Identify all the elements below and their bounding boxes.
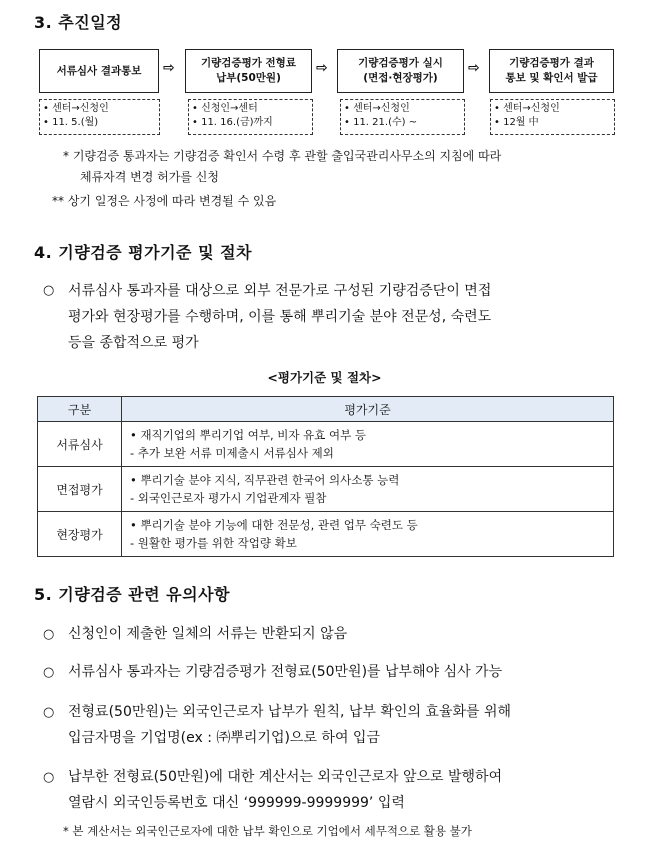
schedule-note-line: • 센터→신청인 <box>494 103 560 114</box>
schedule-step-3-label: 기량검증평가 실시 (면접·현장평가) <box>358 57 443 84</box>
table-row <box>38 467 614 512</box>
criteria-line: • 뿌리기술 분야 기능에 대한 전문성, 관련 업무 숙련도 등 <box>130 518 418 532</box>
arrow-right-icon: ⇨ <box>163 60 175 76</box>
schedule-note-3 <box>340 99 465 135</box>
table-cell-category: 서류심사 <box>38 422 122 467</box>
schedule-note-line: • 11. 5.(월) <box>43 117 99 128</box>
table-cell-criteria <box>122 512 614 557</box>
notice-item: 서류심사 통과자는 기량검증평가 전형료(50만원)를 납부해야 심사 가능 <box>68 664 503 680</box>
arrow-right-icon: ⇨ <box>468 60 480 76</box>
schedule-step-3 <box>337 49 464 93</box>
table-cell-criteria <box>122 422 614 467</box>
arrow-right-icon: ⇨ <box>316 60 328 76</box>
schedule-note-line: • 센터→신청인 <box>344 103 410 114</box>
schedule-note-line: • 11. 16.(금)까지 <box>192 117 273 128</box>
schedule-step-2 <box>185 49 312 93</box>
criteria-line: • 뿌리기술 분야 지식, 직무관련 한국어 의사소통 능력 <box>130 473 400 487</box>
circle-bullet-icon: ○ <box>43 705 55 720</box>
table-cell-criteria <box>122 467 614 512</box>
table-header-criteria: 평가기준 <box>122 397 614 422</box>
schedule-step-1 <box>39 49 159 93</box>
table-caption: <평가기준 및 절차> <box>267 370 382 385</box>
circle-bullet-icon: ○ <box>43 665 55 680</box>
evaluation-table <box>37 396 614 557</box>
section5-title: 5. 기량검증 관련 유의사항 <box>34 585 230 604</box>
criteria-line: • 재직기업의 뿌리기업 여부, 비자 유효 여부 등 <box>130 428 366 442</box>
criteria-subline: - 추가 보완 서류 미제출시 서류심사 제외 <box>130 446 334 460</box>
schedule-note-line: • 12월 中 <box>494 117 539 128</box>
schedule-step-4-label: 기량검증평가 결과 통보 및 확인서 발급 <box>505 57 598 84</box>
schedule-note-line: • 11. 21.(수) ~ <box>344 117 418 128</box>
schedule-note-1 <box>39 99 160 135</box>
table-header-category: 구분 <box>38 397 122 422</box>
notice-item: 입금자명을 기업명(ex : ㈜뿌리기업)으로 하여 입금 <box>68 730 380 746</box>
circle-bullet-icon: ○ <box>43 770 55 785</box>
footnote: 체류자격 변경 허가를 신청 <box>80 170 219 184</box>
paragraph-line: 평가와 현장평가를 수행하며, 이를 통해 뿌리기술 분야 전문성, 숙련도 <box>68 309 492 325</box>
notice-item: 신청인이 제출한 일체의 서류는 반환되지 않음 <box>68 626 348 642</box>
schedule-step-1-label: 서류심사 결과통보 <box>56 64 142 77</box>
criteria-subline: - 원활한 평가를 위한 작업량 확보 <box>130 536 297 550</box>
table-row <box>38 422 614 467</box>
footnote: ** 상기 일정은 사정에 따라 변경될 수 있음 <box>52 194 277 208</box>
schedule-note-4 <box>490 99 615 135</box>
table-cell-category: 면접평가 <box>38 467 122 512</box>
notice-item: 전형료(50만원)는 외국인근로자 납부가 원칙, 납부 확인의 효율화를 위해 <box>68 704 512 720</box>
table-cell-category: 현장평가 <box>38 512 122 557</box>
notice-item: 열람시 외국인등록번호 대신 ‘999999-9999999’ 입력 <box>68 795 405 811</box>
table-header-row <box>38 397 614 422</box>
schedule-note-2 <box>188 99 313 135</box>
footnote: * 기량검증 통과자는 기량검증 확인서 수령 후 관할 출입국관리사무소의 지침에 따라 <box>63 149 502 163</box>
schedule-step-2-label: 기량검증평가 전형료 납부(50만원) <box>201 57 296 84</box>
schedule-note-line: • 신청인→센터 <box>192 103 258 114</box>
section4-title: 4. 기량검증 평가기준 및 절차 <box>34 243 253 262</box>
paragraph-line: 서류심사 통과자를 대상으로 외부 전문가로 구성된 기량검증단이 면접 <box>68 283 492 299</box>
paragraph-line: 등을 종합적으로 평가 <box>68 335 199 351</box>
schedule-note-line: • 센터→신청인 <box>43 103 109 114</box>
footnote: * 본 계산서는 외국인근로자에 대한 납부 확인으로 기업에서 세무적으로 활용 불가 <box>63 824 472 838</box>
circle-bullet-icon: ○ <box>43 627 55 642</box>
criteria-subline: - 외국인근로자 평가시 기업관계자 필참 <box>130 491 327 505</box>
notice-item: 납부한 전형료(50만원)에 대한 계산서는 외국인근로자 앞으로 발행하여 <box>68 769 503 785</box>
circle-bullet-icon: ○ <box>43 283 55 298</box>
table-row <box>38 512 614 557</box>
section3-title: 3. 추진일정 <box>34 13 123 32</box>
schedule-step-4 <box>489 49 614 93</box>
